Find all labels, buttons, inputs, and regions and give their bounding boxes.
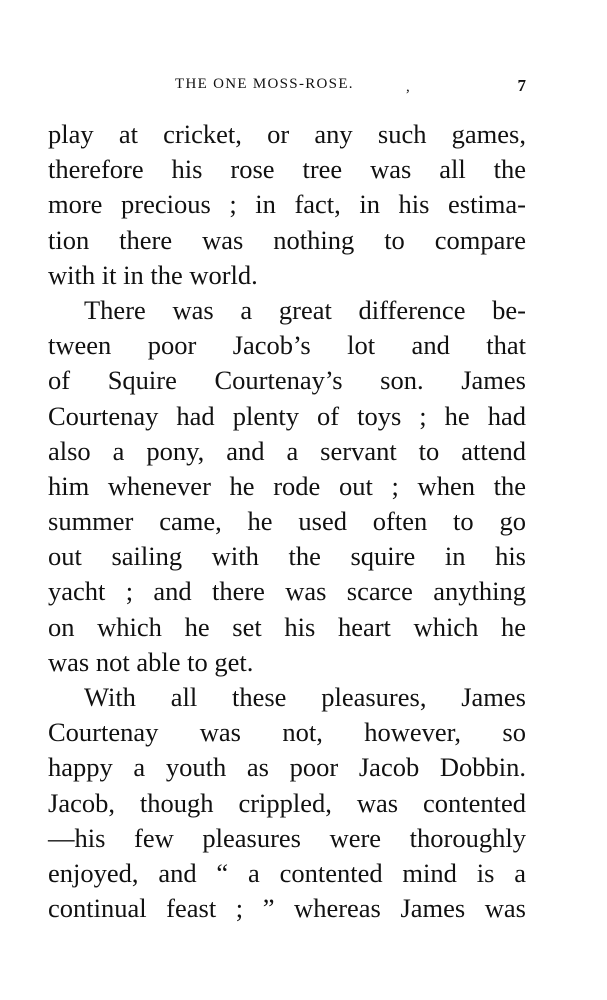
text-line: Courtenay was not, however, so (48, 717, 526, 748)
text-line: tween poor Jacob’s lot and that (48, 330, 526, 361)
text-line: summer came, he used often to go (48, 506, 526, 537)
text-line: With all these pleasures, James (84, 682, 526, 712)
running-head (48, 76, 526, 98)
text-line: was not able to get. (48, 646, 254, 677)
text-line: Courtenay had plenty of toys ; he had (48, 400, 526, 431)
running-title: THE ONE MOSS-ROSE. (175, 76, 354, 92)
text-line: also a pony, and a servant to attend (48, 435, 526, 466)
stray-mark: , (406, 79, 410, 95)
text-line: —his few pleasures were thoroughly (48, 822, 526, 853)
text-line: him whenever he rode out ; when the (48, 470, 526, 501)
page-number: 7 (517, 76, 526, 95)
text-line: continual feast ; ” whereas James was (48, 893, 526, 924)
text-line: on which he set his heart which he (48, 611, 526, 642)
text-line: tion there was nothing to compare (48, 224, 526, 255)
text-line: happy a youth as poor Jacob Dobbin. (48, 752, 526, 783)
text-line: therefore his rose tree was all the (48, 154, 526, 185)
text-line: with it in the world. (48, 259, 258, 290)
text-line: Jacob, though crippled, was contented (48, 787, 526, 818)
text-line: play at cricket, or any such games, (48, 119, 526, 149)
text-line: There was a great difference be- (84, 294, 526, 325)
text-line: out sailing with the squire in his (48, 541, 526, 572)
text-line: more precious ; in fact, in his estima- (48, 189, 526, 220)
text-line: yacht ; and there was scarce anything (48, 576, 526, 607)
text-line: enjoyed, and “ a contented mind is a (48, 857, 526, 888)
body-text (48, 117, 526, 926)
text-line: of Squire Courtenay’s son. James (48, 365, 526, 396)
